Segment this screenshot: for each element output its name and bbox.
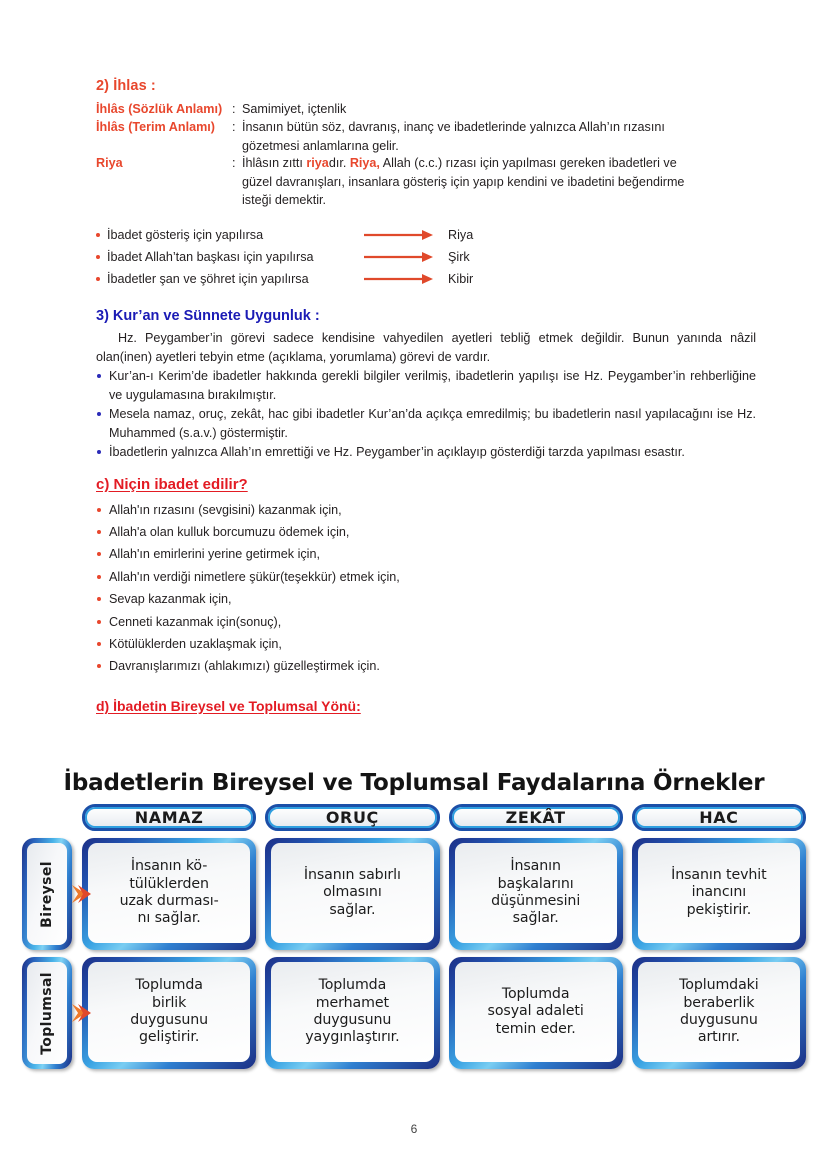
bullet-dot-icon	[97, 664, 101, 668]
kuran-bullet-text: İbadetlerin yalnızca Allah’ın emrettiği ve Hz. Peygamber’in açıklayıp gösterdiği tarzda yapılması esastır.	[109, 444, 685, 459]
diagram-cell	[265, 957, 439, 1069]
definition-term: İhlâs (Terim Anlamı)	[96, 119, 215, 134]
riya-arrow-list	[96, 224, 756, 290]
definition-colon: :	[232, 102, 236, 116]
diagram-header-row	[82, 804, 806, 831]
bullet-dot-icon	[96, 255, 100, 259]
diagram-grid	[22, 804, 806, 1069]
list-item-text: Sevap kazanmak için,	[109, 592, 232, 607]
page-number: 6	[410, 1122, 418, 1136]
list-item-text: Allah'ın verdiği nimetlere şükür(teşekkür) etmek için,	[109, 569, 400, 584]
heading-ihlas: 2) İhlas :	[96, 78, 156, 94]
arrow-list-item	[96, 268, 756, 290]
arrow-list-item	[96, 246, 756, 268]
diagram-cell	[632, 838, 806, 950]
list-item	[96, 543, 756, 565]
definition-body: İnsanın bütün söz, davranış, inanç ve ibadetlerinde yalnızca Allah’ın rızasını	[242, 119, 665, 134]
definition-row	[96, 155, 756, 173]
definition-colon: :	[232, 156, 236, 170]
arrow-result: Kibir	[448, 272, 474, 287]
right-arrow-icon	[362, 273, 434, 285]
diagram-cell-text: Toplumdaki beraberlik duygusunu artırır.	[679, 977, 759, 1046]
diagram-cell-text: İnsanın sabırlı olmasını sağlar.	[303, 867, 401, 918]
list-item-text: Allah'ın emirlerini yerine getirmek için,	[109, 547, 320, 562]
bullet-dot-icon	[96, 277, 100, 281]
list-item	[96, 566, 756, 588]
benefits-diagram	[22, 770, 806, 1069]
diagram-cell-inner	[638, 962, 800, 1062]
diagram-cell-inner	[638, 843, 800, 943]
kuran-bullet	[96, 443, 756, 462]
bullet-dot-icon	[97, 620, 101, 624]
list-item	[96, 588, 756, 610]
diagram-cell	[632, 957, 806, 1069]
diagram-row-label-bireysel	[22, 838, 72, 950]
heading-ibadetin-yonu: d) İbadetin Bireysel ve Toplumsal Yönü:	[96, 697, 361, 714]
diagram-cell-text: Toplumda sosyal adaleti temin eder.	[487, 986, 584, 1037]
diagram-title: İbadetlerin Bireysel ve Toplumsal Faydalarına Örnekler	[63, 770, 765, 796]
diagram-column-header-hac	[632, 804, 806, 831]
bullet-dot-icon	[97, 552, 101, 556]
diagram-column-header-zekat	[449, 804, 623, 831]
diagram-row-label-text: Bireysel	[39, 860, 55, 928]
heading-nicin-ibadet: c) Niçin ibadet edilir?	[96, 475, 248, 493]
diagram-cell-inner	[271, 962, 433, 1062]
definition-list	[96, 101, 756, 209]
bullet-dot-icon	[96, 233, 100, 237]
diagram-row-label-inner	[27, 843, 67, 945]
definition-continuation: güzel davranışları, insanlara gösteriş için yapıp kendini ve ibadetini beğendirme	[242, 174, 685, 189]
diagram-row-label-text: Toplumsal	[39, 971, 55, 1055]
diagram-cell-inner	[455, 843, 617, 943]
kuran-paragraph: Hz. Peygamber’in görevi sadece kendisine vahyedilen ayetleri tebliğ etmek değildir. Bunun yanında nâzil olan(inen) ayetleri tebyin etme (açıklama, yorumlama) görevi de vardır.	[96, 331, 756, 365]
diagram-cell-text: Toplumda birlik duygusunu geliştirir.	[130, 977, 209, 1046]
diagram-row-toplumsal	[82, 957, 806, 1069]
right-arrow-icon	[362, 251, 434, 263]
arrow-condition: İbadetler şan ve şöhret için yapılırsa	[107, 272, 309, 287]
right-arrow-icon	[362, 229, 434, 241]
diagram-cell	[82, 838, 256, 950]
diagram-cell-inner	[88, 962, 250, 1062]
diagram-cell	[449, 838, 623, 950]
list-item-text: Cenneti kazanmak için(sonuç),	[109, 614, 282, 629]
arrow-condition: İbadet Allah’tan başkası için yapılırsa	[107, 250, 314, 265]
arrow-list-item	[96, 224, 756, 246]
diagram-cell-inner	[271, 843, 433, 943]
list-item	[96, 499, 756, 521]
kuran-bullet	[96, 367, 756, 405]
list-item-text: Allah'ın rızasını (sevgisini) kazanmak için,	[109, 502, 342, 517]
diagram-cell-text: İnsanın kö- tülüklerden uzak durması- nı sağlar.	[119, 858, 219, 927]
bullet-dot-icon	[97, 412, 101, 416]
diagram-column-header-oruc	[265, 804, 439, 831]
kuran-bullet-text: Mesela namaz, oruç, zekât, hac gibi ibadetler Kur’an’da açıkça emredilmiş; bu ibadetlerin nasıl yapılacağını ise Hz. Muhammed (s.a.v.) göstermiştir.	[109, 406, 756, 440]
definition-body: Samimiyet, içtenlik	[242, 102, 347, 116]
diagram-cell	[265, 838, 439, 950]
column-header-label: NAMAZ	[134, 808, 204, 827]
definition-row	[96, 101, 756, 119]
bullet-dot-icon	[97, 450, 101, 454]
document-body	[96, 78, 756, 720]
diagram-row-bireysel	[82, 838, 806, 950]
diagram-row-label-toplumsal	[22, 957, 72, 1069]
kuran-bullet	[96, 405, 756, 443]
definition-term: İhlâs (Sözlük Anlamı)	[96, 102, 223, 116]
definition-row	[96, 119, 756, 137]
diagram-column-header-namaz	[82, 804, 256, 831]
kuran-bullet-text: Kur’an-ı Kerim’de ibadetler hakkında gerekli bilgiler verilmiş, ibadetlerin yapılışı ise Hz. Peygamber’in rehberliğine ve uygulamasına bırakılmıştır.	[109, 369, 756, 403]
column-header-label: ORUÇ	[325, 808, 379, 827]
bullet-dot-icon	[97, 575, 101, 579]
diagram-cell-text: İnsanın başkalarını düşünmesini sağlar.	[491, 858, 581, 927]
diagram-row-label-inner	[27, 962, 67, 1064]
list-item	[96, 521, 756, 543]
definition-continuation: isteği demektir.	[242, 193, 326, 208]
definition-colon: :	[232, 119, 236, 134]
diagram-cell-text: Toplumda merhamet duygusunu yaygınlaştırır.	[305, 977, 400, 1046]
bullet-dot-icon	[97, 642, 101, 646]
chevron-right-icon	[70, 881, 92, 907]
definition-body-riya: İhlâsın zıttı riyadır. Riya, Allah (c.c.) rızası için yapılması gereken ibadetleri ve	[242, 156, 677, 170]
bullet-dot-icon	[97, 508, 101, 512]
list-item	[96, 633, 756, 655]
heading-kuran-sunnet: 3) Kur’an ve Sünnete Uygunluk :	[96, 308, 320, 325]
list-item-text: Davranışlarımızı (ahlakımızı) güzelleştirmek için.	[109, 659, 380, 674]
column-header-label: HAC	[699, 808, 739, 827]
diagram-cell-inner	[455, 962, 617, 1062]
diagram-cell-text: İnsanın tevhit inancını pekiştirir.	[671, 867, 767, 918]
arrow-result: Riya	[448, 228, 474, 243]
arrow-condition: İbadet gösteriş için yapılırsa	[107, 228, 264, 243]
bullet-dot-icon	[97, 530, 101, 534]
arrow-result: Şirk	[448, 250, 470, 265]
list-item	[96, 655, 756, 677]
chevron-right-icon	[70, 1000, 92, 1026]
diagram-cell-inner	[88, 843, 250, 943]
nicin-ibadet-list	[96, 499, 756, 678]
diagram-cell	[82, 957, 256, 1069]
definition-term: Riya	[96, 156, 123, 170]
definition-continuation: gözetmesi anlamlarına gelir.	[242, 138, 399, 153]
list-item	[96, 611, 756, 633]
diagram-cell	[449, 957, 623, 1069]
column-header-label: ZEKÂT	[505, 808, 566, 827]
list-item-text: Allah'a olan kulluk borcumuzu ödemek için,	[109, 525, 350, 540]
bullet-dot-icon	[97, 374, 101, 378]
bullet-dot-icon	[97, 597, 101, 601]
list-item-text: Kötülüklerden uzaklaşmak için,	[109, 637, 282, 652]
